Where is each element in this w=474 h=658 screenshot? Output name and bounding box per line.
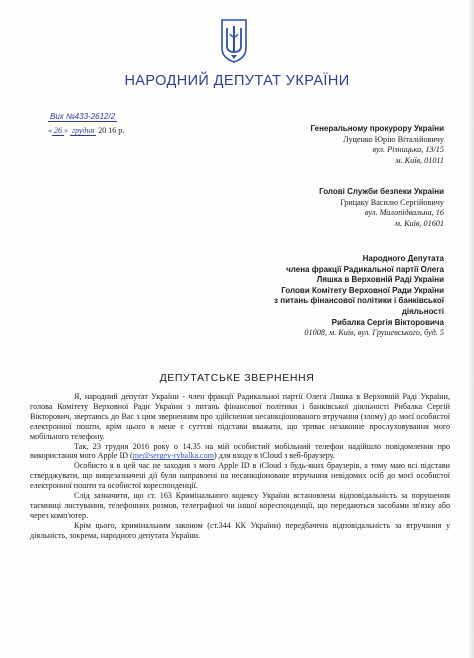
- paragraph-text: ) для входу в iCloud з веб-браузеру.: [214, 451, 335, 461]
- sender-line: Голови Комітету Верховної Ради України: [281, 285, 444, 295]
- sender-block: [274, 254, 444, 339]
- date-month: грудня: [72, 126, 95, 135]
- addressee-name: Грицаку Василю Сергійовичу: [340, 197, 444, 207]
- addressee-name: Луценко Юрію Віталійовичу: [343, 134, 444, 144]
- page-edge-shadow: [468, 0, 474, 658]
- addressee-prosecutor: [311, 124, 444, 166]
- paragraph: Слід зазначити, що ст. 163 Кримінального кодексу України встановлена відповідальність за порушення таємниці листування, телефонних розмов, телеграфної чи іншої кореспонденції, що передаються засобами зв'язку або через комп'ютер.: [30, 491, 450, 520]
- paragraph: Особисто я в цей час не заходив з мого Apple ID в iCloud з будь-яких браузерів, а тому маю всі підстави стверджувати, що вищезазначені дії були направлені на несанкціоноване втручання невідомих осіб до моєї особистої електронної пошти та особистої кореспонденції.: [30, 461, 450, 491]
- date-day: 26: [54, 126, 62, 135]
- sender-address: 01008, м. Київ, вул. Грушевського, буд. 5: [304, 328, 444, 338]
- addressee-position: Голові Служби безпеки України: [319, 187, 444, 196]
- registration-number-value: Вих №433-2612/2: [50, 112, 116, 121]
- sender-line: Ляшка в Верховній Раді України: [316, 275, 444, 285]
- sender-line: з питань фінансової політики і банківської: [274, 296, 444, 306]
- addressee-street: вул. Малопідвальна, 16: [364, 208, 444, 218]
- registration-date: « 26 » грудня 20 16 р.: [48, 126, 125, 135]
- addressee-city: м. Київ, 01601: [394, 218, 444, 228]
- addressee-sbu: [319, 187, 444, 229]
- paragraph: Крім цього, кримінальним законом (ст.344 КК України) передбачена відповідальність за втручання у діяльність, зокрема, народного депутата України.: [30, 520, 450, 540]
- paragraph: [30, 442, 450, 462]
- page-title: НАРОДНИЙ ДЕПУТАТ УКРАЇНИ: [124, 73, 350, 89]
- sender-name: Рибалка Сергія Вікторовича: [331, 317, 444, 327]
- paragraph-text: Так, 23 грудня 2016 року о 14.35 на мій особистий мобільний телефон надійшло повідомлення про використання мого Apple ID (: [30, 441, 450, 461]
- addressee-position: Генеральному прокурору України: [310, 124, 444, 133]
- registration-number: [48, 112, 117, 122]
- sender-line: Народного Депутата: [362, 254, 444, 263]
- sender-line: діяльності: [401, 306, 444, 316]
- letter-heading: ДЕПУТАТСЬКЕ ЗВЕРНЕННЯ: [159, 372, 315, 384]
- paragraph: Я, народний депутат України - член фракції Радикальної партії Олега Ляшка в Верховній Раді України, голова Комітету Верховної Ради України з питань фінансової політики і банківської діяльності Рибалка Сергій Вікторович, звертаюсь до Вас з цим зверненням про здійснення несанкціонованого втручання (злому) до моєї особистої електронної пошти, крім цього в мене є суттєві підстави вважати, що триває незаконне прослуховування мого мобільного телефону.: [30, 392, 450, 441]
- ukraine-trident-icon: [219, 16, 249, 64]
- email-link[interactable]: me@sergey-rybalka.com: [132, 451, 214, 461]
- letter-body: [30, 392, 450, 541]
- addressee-city: м. Київ, 01011: [395, 155, 444, 165]
- sender-line: члена фракції Радикальної партії Олега: [286, 264, 444, 274]
- addressee-street: вул. Різницька, 13/15: [372, 145, 444, 155]
- date-year: 20 16 р.: [98, 126, 125, 135]
